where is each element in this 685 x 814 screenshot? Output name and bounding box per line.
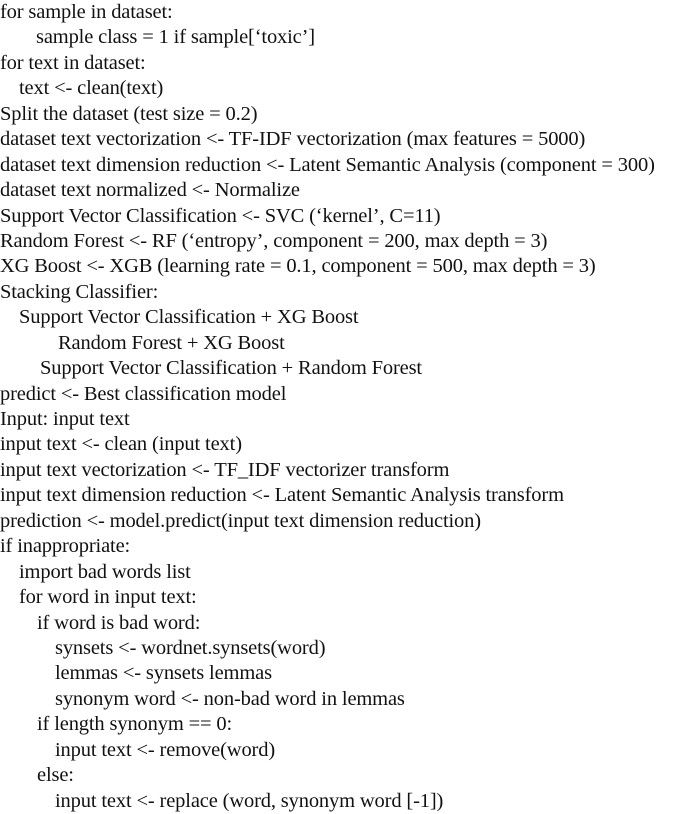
code-line: prediction <- model.predict(input text dimension reduction) <box>0 509 481 532</box>
code-line: input text <- replace (word, synonym word [-1]) <box>55 789 444 812</box>
code-line: Stacking Classifier: <box>0 280 159 303</box>
code-line: XG Boost <- XGB (learning rate = 0.1, component = 500, max depth = 3) <box>0 255 596 278</box>
code-line: input text dimension reduction <- Latent Semantic Analysis transform <box>0 484 564 507</box>
code-line: if length synonym == 0: <box>37 713 233 736</box>
code-line: predict <- Best classification model <box>0 382 287 405</box>
code-line: Support Vector Classification <- SVC (‘kernel’, C=11) <box>0 204 441 227</box>
code-line: input text <- remove(word) <box>55 738 275 761</box>
code-line: if inappropriate: <box>0 535 131 558</box>
code-line: for text in dataset: <box>0 51 146 74</box>
code-line: Support Vector Classification + XG Boost <box>19 306 359 329</box>
code-line: dataset text dimension reduction <- Latent Semantic Analysis (component = 300) <box>0 153 655 176</box>
code-line: lemmas <- synsets lemmas <box>55 662 272 685</box>
code-line: dataset text vectorization <- TF-IDF vectorization (max features = 5000) <box>0 128 586 151</box>
code-line: else: <box>37 764 74 787</box>
code-line: import bad words list <box>19 560 191 583</box>
code-line: for word in input text: <box>19 586 197 609</box>
code-line: Random Forest + XG Boost <box>58 331 285 354</box>
code-line: sample class = 1 if sample[‘toxic’] <box>36 26 315 49</box>
code-line: Support Vector Classification + Random Forest <box>40 357 422 380</box>
code-line: synsets <- wordnet.synsets(word) <box>55 636 326 659</box>
code-line: for sample in dataset: <box>0 1 173 23</box>
code-line: input text <- clean (input text) <box>0 433 242 456</box>
code-line: input text vectorization <- TF_IDF vectorizer transform <box>0 458 450 481</box>
code-line: Split the dataset (test size = 0.2) <box>0 102 258 125</box>
code-line: dataset text normalized <- Normalize <box>0 179 300 202</box>
code-line: Input: input text <box>0 408 130 430</box>
code-line: if word is bad word: <box>37 611 201 634</box>
code-line: Random Forest <- RF (‘entropy’, component = 200, max depth = 3) <box>0 229 548 252</box>
code-line: synonym word <- non-bad word in lemmas <box>55 687 405 710</box>
code-line: text <- clean(text) <box>19 77 164 100</box>
